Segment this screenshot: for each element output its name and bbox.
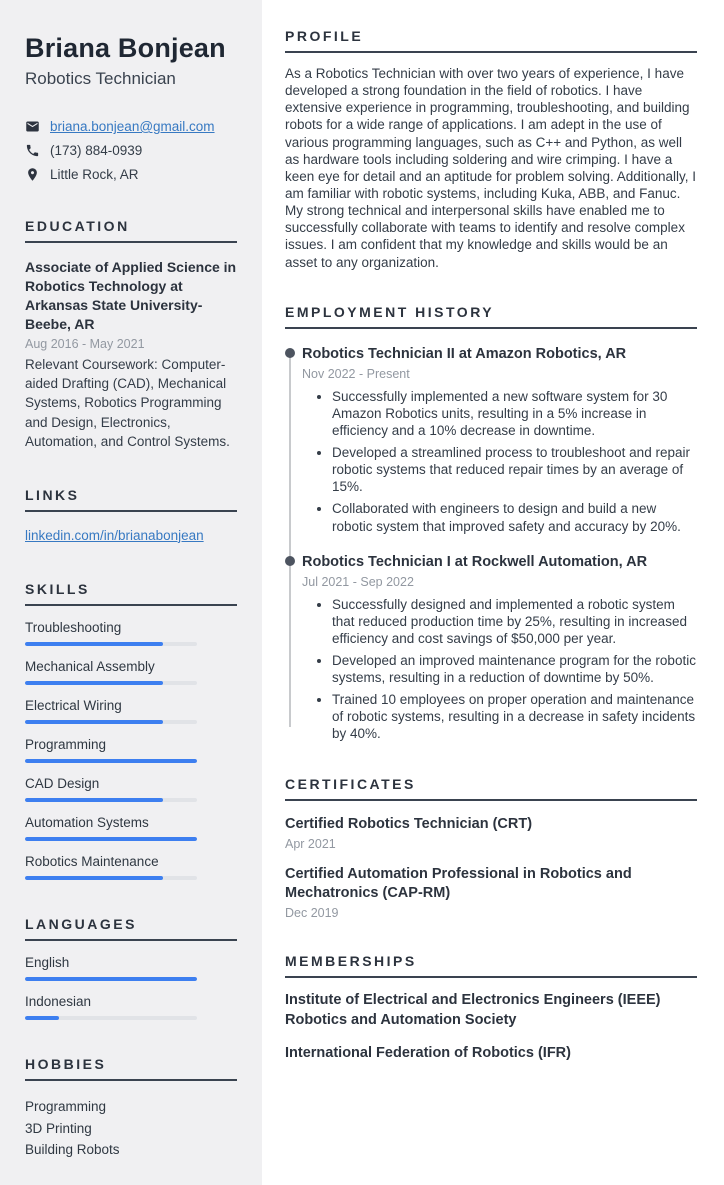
membership-item: International Federation of Robotics (IFR) — [285, 1044, 571, 1061]
memberships-section — [285, 953, 697, 1063]
person-name: Briana Bonjean — [25, 33, 226, 63]
education-heading: EDUCATION — [25, 218, 237, 243]
hobbies-section — [25, 1056, 237, 1161]
job-dates: Nov 2022 - Present — [302, 366, 410, 381]
job-bullet: • Developed a streamlined process to troubleshoot and repair robotic systems that reduced repair times by an average of 15%. — [332, 444, 697, 495]
employment-heading: EMPLOYMENT HISTORY — [285, 304, 697, 329]
contact-location-row — [25, 167, 237, 182]
timeline-dot — [285, 348, 295, 358]
job-bullet: • Successfully designed and implemented a robotic system that reduced production time by 25%, resulting in increased efficiency and cost savings of $50,000 per year. — [332, 596, 697, 647]
links-heading: LINKS — [25, 487, 237, 512]
job-bullet: • Trained 10 employees on proper operation and maintenance of robotic systems, resulting in a decrease in safety incidents by 40%. — [332, 691, 697, 742]
skill-bar-track — [25, 798, 197, 802]
job-bullet-list — [302, 388, 697, 535]
skill-name: Automation Systems — [25, 814, 149, 830]
job-entry — [302, 553, 697, 743]
timeline-line — [289, 355, 291, 727]
language-bar-fill — [25, 977, 197, 981]
phone-icon — [25, 143, 40, 158]
certificates-section — [285, 776, 697, 921]
hobby-item: Building Robots — [25, 1142, 120, 1158]
job-entry — [302, 345, 697, 535]
certificate-date: Dec 2019 — [285, 906, 339, 921]
language-name: Indonesian — [25, 993, 92, 1009]
profile-section — [285, 28, 697, 271]
links-section — [25, 487, 237, 545]
email-link[interactable]: briana.bonjean@gmail.com — [50, 119, 215, 134]
languages-section — [25, 916, 237, 1020]
certificate-date: Apr 2021 — [285, 836, 336, 851]
language-item — [25, 955, 237, 981]
certificates-heading: CERTIFICATES — [285, 776, 697, 801]
skill-item — [25, 737, 237, 763]
skill-bar-track — [25, 681, 197, 685]
language-item — [25, 994, 237, 1020]
job-bullet: • Developed an improved maintenance program for the robotic systems, resulting in a reduction of downtime by 50%. — [332, 652, 697, 686]
skill-bar-track — [25, 720, 197, 724]
language-bar-track — [25, 1016, 197, 1020]
hobbies-heading: HOBBIES — [25, 1056, 237, 1081]
job-title: Robotics Technician II at Amazon Robotics, AR — [302, 345, 627, 362]
job-title: Robotics Technician I at Rockwell Automation, AR — [302, 553, 648, 570]
skill-bar-track — [25, 759, 197, 763]
job-bullet: • Successfully implemented a new software system for 30 Amazon Robotics units, resulting in a 5% increase in efficiency and a 10% decrease in downtime. — [332, 388, 697, 439]
languages-heading: LANGUAGES — [25, 916, 237, 941]
main-column — [262, 0, 724, 1185]
language-bar-fill — [25, 1016, 59, 1020]
skill-bar-track — [25, 837, 197, 841]
skill-bar-track — [25, 876, 197, 880]
hobby-item: 3D Printing — [25, 1120, 92, 1136]
skill-name: CAD Design — [25, 775, 100, 791]
person-job-title: Robotics Technician — [25, 69, 176, 88]
profile-text: As a Robotics Technician with over two years of experience, I have developed a strong foundation in the field of robotics. I have extensive experience in programming, troubleshooting, and building robots for a wide range of applications. I am adept in the use of various programming languages, such as C++ and Python, as well as hardware tools including soldering and wire crimping. I have a keen eye for detail and an aptitude for problem solving. Additionally, I am familiar with robotic systems, including Kuka, ABB, and Fanuc. My strong technical and interpersonal skills have enabled me to successfully collaborate with teams to identify and resolve complex issues. I am confident that my knowledge and skills would be an asset to any organization. — [285, 66, 697, 270]
memberships-heading: MEMBERSHIPS — [285, 953, 697, 978]
job-bullet: • Collaborated with engineers to design and build a new robotic system that improved safety and accuracy by 20%. — [332, 500, 697, 534]
language-bar-track — [25, 977, 197, 981]
hobby-item: Programming — [25, 1098, 107, 1114]
membership-item: Institute of Electrical and Electronics Engineers (IEEE) Robotics and Automation Society — [285, 992, 661, 1029]
skill-item — [25, 854, 237, 880]
skills-section — [25, 581, 237, 880]
job-dates: Jul 2021 - Sep 2022 — [302, 574, 414, 589]
job-bullet-list — [302, 596, 697, 743]
certificate-title: Certified Automation Professional in Robotics and Mechatronics (CAP-RM) — [285, 865, 632, 902]
employment-section — [285, 304, 697, 743]
skill-item — [25, 659, 237, 685]
language-name: English — [25, 954, 70, 970]
certificate-item — [285, 815, 697, 851]
certificate-title: Certified Robotics Technician (CRT) — [285, 815, 533, 832]
timeline-dot — [285, 556, 295, 566]
linkedin-link[interactable]: linkedin.com/in/brianabonjean — [25, 527, 204, 543]
sidebar — [0, 0, 262, 1185]
skill-item — [25, 776, 237, 802]
profile-heading: PROFILE — [285, 28, 697, 53]
skill-item — [25, 698, 237, 724]
skill-item — [25, 620, 237, 646]
employment-timeline — [285, 345, 697, 743]
skill-bar-track — [25, 642, 197, 646]
skill-bar-fill — [25, 759, 197, 763]
skill-bar-fill — [25, 876, 163, 880]
skill-item — [25, 815, 237, 841]
skill-name: Troubleshooting — [25, 619, 122, 635]
contact-email-row — [25, 119, 237, 134]
certificate-item — [285, 865, 697, 921]
skill-bar-fill — [25, 720, 163, 724]
skill-name: Electrical Wiring — [25, 697, 122, 713]
skill-bar-fill — [25, 837, 197, 841]
education-section — [25, 218, 237, 451]
skill-name: Programming — [25, 736, 107, 752]
degree-title: Associate of Applied Science in Robotics Technology at Arkansas State University-Beebe, AR — [25, 259, 237, 333]
skill-bar-fill — [25, 681, 163, 685]
education-description: Relevant Coursework: Computer-aided Drafting (CAD), Mechanical Systems, Robotics Programming and Design, Electronics, Automation, and Control Systems. — [25, 357, 230, 449]
location-text: Little Rock, AR — [50, 167, 139, 182]
location-pin-icon — [25, 167, 40, 182]
skill-bar-fill — [25, 798, 163, 802]
skill-bar-fill — [25, 642, 163, 646]
skill-name: Mechanical Assembly — [25, 658, 155, 674]
skills-heading: SKILLS — [25, 581, 237, 606]
contact-list — [25, 119, 237, 182]
education-dates: Aug 2016 - May 2021 — [25, 337, 145, 352]
envelope-icon — [25, 119, 40, 134]
contact-phone-row — [25, 143, 237, 158]
skill-name: Robotics Maintenance — [25, 853, 159, 869]
phone-number: (173) 884-0939 — [50, 143, 143, 158]
